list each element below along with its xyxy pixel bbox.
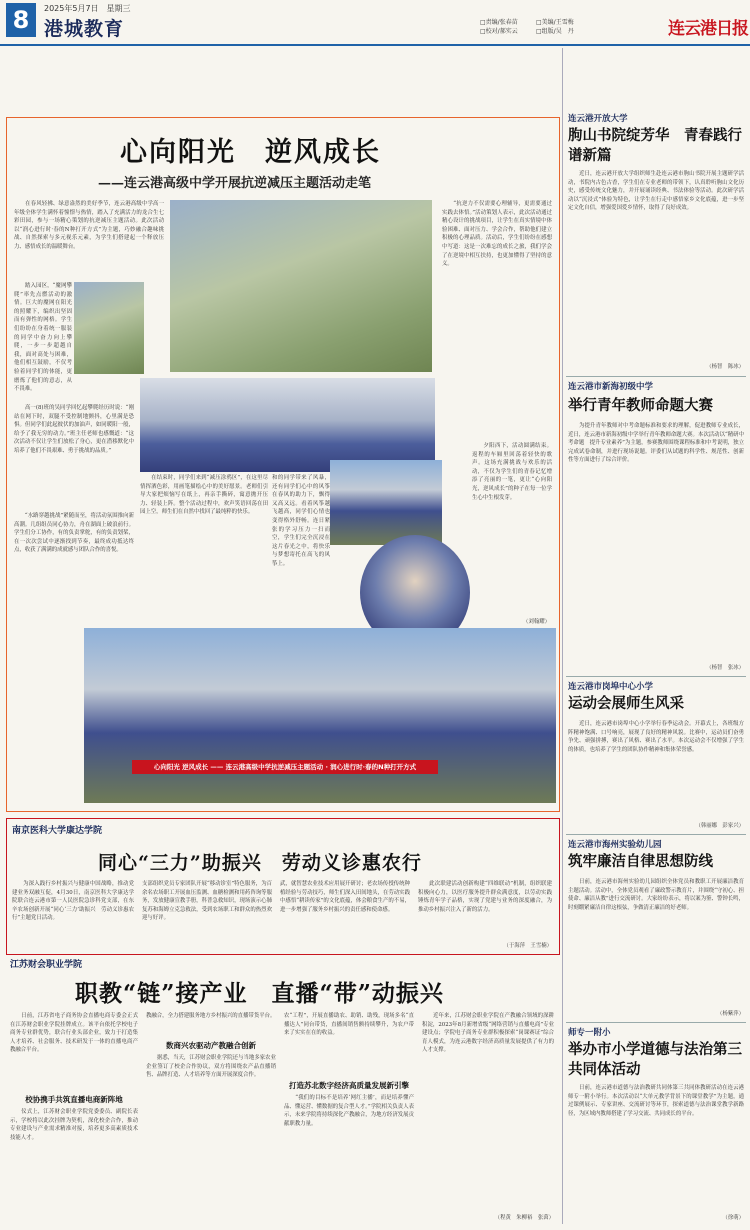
vocational-article-kicker: 江苏财会职业学院 [10,960,83,970]
right-story-credit: （杨智 陈冰） [706,364,744,370]
vocational-article-headline: 职教“链”接产业 直播“带”动振兴 [75,980,444,1007]
feature-subheadline: ——连云港高级中学开展抗逆减压主题活动走笔 [98,176,372,191]
right-story-body: 日前，连云港市道德与法治教研共同体第三共同体教研活动在连云港师专一附小举行。本次活动以“大单元教学背景下的课堂教学”为主题，通过课例展示、专家讲座、交流研讨等环节，探索道德与法治课堂教学新路径，为区域内教师搭建了学习交流、共同成长的平台。 [568,1085,744,1117]
photo-kite-flying [330,460,442,545]
medical-body-col1: 为深入践行乡村振兴与健康中国战略，推动党建业务双融互促，4月30日，南京医科大学康达学院联合连云港市第一人民医院急诊科党支部，在东辛农场创新开展“同心‘三力’助振兴 劳动义诊惠农行”主题党日活动。 [12,881,134,922]
vocational-body-col2b: 据悉，当天，江苏财会职业学院还与当地多家农业企业签订了校企合作协议，双方将围绕农产品直播销售、品牌打造、人才培养等方面开展深度合作。 [146,1055,276,1079]
feature-body-col1c: 高一(8)班的吴同学回忆起攀爬经历时说：“刚站在网下时，双腿不受控制地颤抖，心里满是恐惧。但同学们此起彼伏的加油声，如同暖阳一般，给予了我无穷的动力。”班主任老师也感慨道：“这次活动不仅让学生们放松了身心，更在潜移默化中培养了他们不畏艰难、勇于挑战的品质。” [14,405,134,454]
right-story-credit: （杨智 张冰） [706,665,744,671]
right-story-headline: 运动会展师生风采 [568,695,684,712]
right-story-body: 为提升青年教师对中考命题标准和要求的理解，促进教师专业成长，近日，连云港市新海初级中学举行青年教师命题大赛。本次活动以“精研中考命题 提升专业素养”为主题，参赛教师围绕课程标准和中考说明，独立完成试卷命制，并进行现场说题。评委们从试题的科学性、规范性、创新性等方面进行了综合评价。 [568,423,744,464]
section-title: 港城教育 [44,18,125,40]
feature-body-col1: 在春风轻拂、绿意盎然的美好季节，连云港高级中学高一年级全体学生满怀着憧憬与热情，踏入了充满活力的龙合生七彩田园，参与一场精心策划的抗逆减压主题活动。此次活动以“润心进行时·春的N种打开方式”为主题，巧妙融合趣味挑战、自然探索与多元视乐元素，为学生们搭建起一个释放压力、感悟成长的温暖舞台。 [14,201,164,250]
medical-article-kicker: 南京医科大学康达学院 [12,826,103,836]
photo-tent-gathering [140,378,435,472]
right-story-headline: 举行青年教师命题大赛 [568,397,713,414]
right-story-credit: （杨紫萍） [717,1011,744,1017]
feature-photo-text: 和的同学带来了风暴，还有同学们心中的风筝在春风的助力下，飘得又高又远。看着风筝越飞越高，同学们心情也变得格外舒畅。连日紧张的学习压力一扫而空，学生们完全沉浸在这片春光之中，将快乐与梦想寄托在高飞的风筝上。 [272,475,330,567]
issue-date: 2025年5月7日 星期三 [44,4,131,13]
right-story-divider [566,1022,746,1023]
right-story-kicker: 连云港市新海初级中学 [568,382,654,392]
right-story-credit: （韩丽娜 彭家兴） [695,823,744,829]
vocational-body-col1b: 仪式上，江苏财会职业学院党委委员、副院长表示，学校将以此次挂牌为契机，深化校企合作，推动专业建设与产业需求精准对接，培养更多高素质技术技能人才。 [10,1109,138,1141]
right-story-credit: （徐萌） [722,1215,744,1221]
photo-students-walk [74,282,144,374]
medical-body-col4: 此次联建活动创新构建“四维联动”机制，组织联建积极向心力，以医疗服务提升群众满意度，以劳动实践锤炼青年学子品格，实现了党建与业务的深度融合，为推动乡村振兴注入了新的活力。 [418,881,552,913]
feature-body-col2: 在结束时，同学们来到“减压涂鸦区”，在这里尽情挥洒色彩，用画笔描绘心中的美好愿景。老师们引导大家把烦恼写在纸上，再亲手撕碎，寓意抛开压力、轻装上阵。整个活动过程中，欢声笑语回荡在田园上空，师生们在自然中找回了最纯粹的快乐。 [140,475,268,516]
event-banner: 心向阳光 逆风成长 —— 连云港高级中学抗逆减压主题活动 · 润心进行时·春的N种打开方式 [132,760,438,774]
medical-credit: （于海萍 王雪楠） [503,943,552,949]
right-story-kicker: 连云港开放大学 [568,114,628,124]
editor-credit: □美编/王雪梅 [536,19,574,26]
right-story-divider [566,676,746,677]
feature-body-col1d: “水路穿越挑战”紧随而至，将活动氛围推向新高潮。几组组员同心协力，舟在湖面上破浪前行。学生们分工协作，有的负责掌舵，有的负责划桨，在一次次尝试中逐渐找到节奏，最终成功抵达终点，收获了满满的成就感与团队合作的喜悦。 [14,513,134,554]
vocational-body-col2: 教融合，全力搭建服务地方乡村振兴的直播带货平台。 [146,1013,276,1019]
page-number: 8 [6,3,36,37]
feature-headline: 心向阳光 逆风成长 [120,137,381,168]
feature-credit: （刘翰耀） [523,619,550,625]
right-story-headline: 朐山书院绽芳华 青春践行谱新篇 [568,127,742,164]
vocational-subhead-3: 打造苏北数字经济高质量发展新引擎 [289,1081,409,1090]
vocational-subhead-1: 校协携手共筑直播电商新阵地 [25,1095,123,1104]
editor-credit: □组版/吴 丹 [536,28,574,35]
newspaper-logo: 连云港日报 [668,19,748,39]
vocational-subhead-2: 数商兴农驱动产教融合创新 [166,1041,256,1050]
right-story-kicker: 连云港市岗埠中心小学 [568,682,654,692]
right-story-body: 近日，连云港开放大学组织师生赴连云港市朐山书院开展主题研学活动，书院内古色古香，学生们在专业老师的带领下，认真聆听朐山文化历史，感受传统文化魅力，并开展诵读经典、书法体验等活动。此次研学活动以“沉浸式”体验为特色，让学生在行走中感悟家乡文化底蕴，进一步坚定文化自信，增强爱国爱乡情怀，取得了良好成效。 [568,171,744,212]
right-story-body: 近日，连云港市岗埠中心小学举行春季运动会。开幕式上，各班级方阵精神饱满、口号响亮，展现了良好的精神风貌。比赛中，运动员们奋勇争先、顽强拼搏，赛出了风格、赛出了水平。本次运动会不仅增强了学生的体质，也培养了学生的团队协作精神和集体荣誉感。 [568,721,744,753]
vocational-body-col4: 近年来，江苏财会职业学院在产教融合领域的深耕积淀，2023年8月新增省级“网络营销与直播电商”专业建设点；学院电子商务专业群积极探索“岗课赛证”综合育人模式，为连云港数字经济高质量发展提供了有力的人才支撑。 [422,1013,554,1054]
right-story-divider [566,834,746,835]
right-story-body: 日前，连云港市海州实验幼儿园组织全体党员和教职工开展廉洁教育主题活动。活动中，全体党员观看了廉政警示教育片，并围绕“守初心、担使命、廉洁从教”进行交流研讨。大家纷纷表示，将以案为鉴、警钟长鸣，时刻绷紧廉洁自律这根弦，争做清正廉洁的好老师。 [568,879,744,911]
photo-net-climbing [170,200,432,372]
vocational-body-col1: 日前，江苏省电子商务协会直播电商专委会正式在江苏财会职业学院挂牌成立。该平台依托学校电子商务专业群优势，联合行业头部企业，致力于打造集人才培养、社会服务、技术研发于一体的直播电商产教融合平台。 [10,1013,138,1054]
editor-credit: □责编/张春苗 [480,19,518,26]
right-story-divider [566,376,746,377]
right-story-kicker: 连云港市海州实验幼儿园 [568,840,662,850]
right-story-headline: 举办市小学道德与法治第三共同体活动 [568,1041,742,1078]
feature-body-col3: “抗逆力不仅需要心理辅导，更需要通过实践去体悟。”活动策划人表示，此次活动通过精心设计的挑战项目，让学生在真实情境中体验困难、面对压力、学会合作，帮助他们建立积极的心理品质。活动后，学生们纷纷在感想中写道：这是一次难忘的成长之旅，我们学会了在逆境中相互扶持，也更加懂得了坚持的意义。 [442,201,552,268]
editor-credit: □校对/郝实云 [480,28,518,35]
header-rule [0,44,750,46]
medical-article-headline: 同心“三力”助振兴 劳动义诊惠农行 [98,852,422,874]
medical-body-col3: 武，就智慧农业技术应用展开研讨；老农场传授传统种植经验与劳动技巧，师生们深入田间地头，在劳动实践中感悟“耕读传家”的文化底蕴，体会粮食生产的不易，进一步增强了服务乡村振兴的责任感和使命感。 [280,881,410,913]
right-story-headline: 筑牢廉洁自律思想防线 [568,853,713,870]
column-divider [562,48,563,1224]
vocational-body-col3: 农“工程”，开展直播助农、助销、助残，现场多名“直播达人”同台带货，直播间销售额持续攀升，为农户带来了实实在在的收益。 [284,1013,414,1037]
feature-body-col3b: 夕阳西下，活动圆满结束。返程的车厢里回荡着轻快的歌声。这场充满挑战与欢乐的活动，不仅为学生们的青春记忆增添了亮丽的一笔，更让“心向阳光，逆风成长”的种子在每一位学生心中生根发芽。 [472,443,552,501]
vocational-credit: （程黄 朱柳裕 张茵） [494,1215,554,1221]
vocational-body-col3b: “我们的目标不是培养‘网红主播’，而是培养懂产品、懂运营、懂数据的复合型人才。”学院相关负责人表示，未来学院将持续深化产教融合，为地方经济发展贡献职教力量。 [284,1095,414,1127]
editor-credits [480,18,655,36]
medical-body-col2: 支部组织党员专家团队开展“移动诊室”特色服务，为百余名农场职工开展血压监测、血糖检测和用药咨询等服务，发放健康宣教手册，科普急救知识，现场演示心肺复苏和海姆立克急救法，受到农场职工和群众的热烈欢迎与好评。 [142,881,272,922]
right-story-kicker: 师专一附小 [568,1028,611,1038]
feature-body-col1b: 踏入园区，“魔网攀爬”率先点燃活动的激情。巨大的魔网在阳光的照耀下，编织出坚固而有弹性的网格。学生们纷纷在身着统一服装的同学中奋力向上攀爬，一步一步超越自我，面对高处与困难，他们相互鼓励，不仅考验着同学们的体能，更磨炼了他们的意志，从不畏难。 [14,283,72,393]
photo-group-banner [84,628,556,803]
